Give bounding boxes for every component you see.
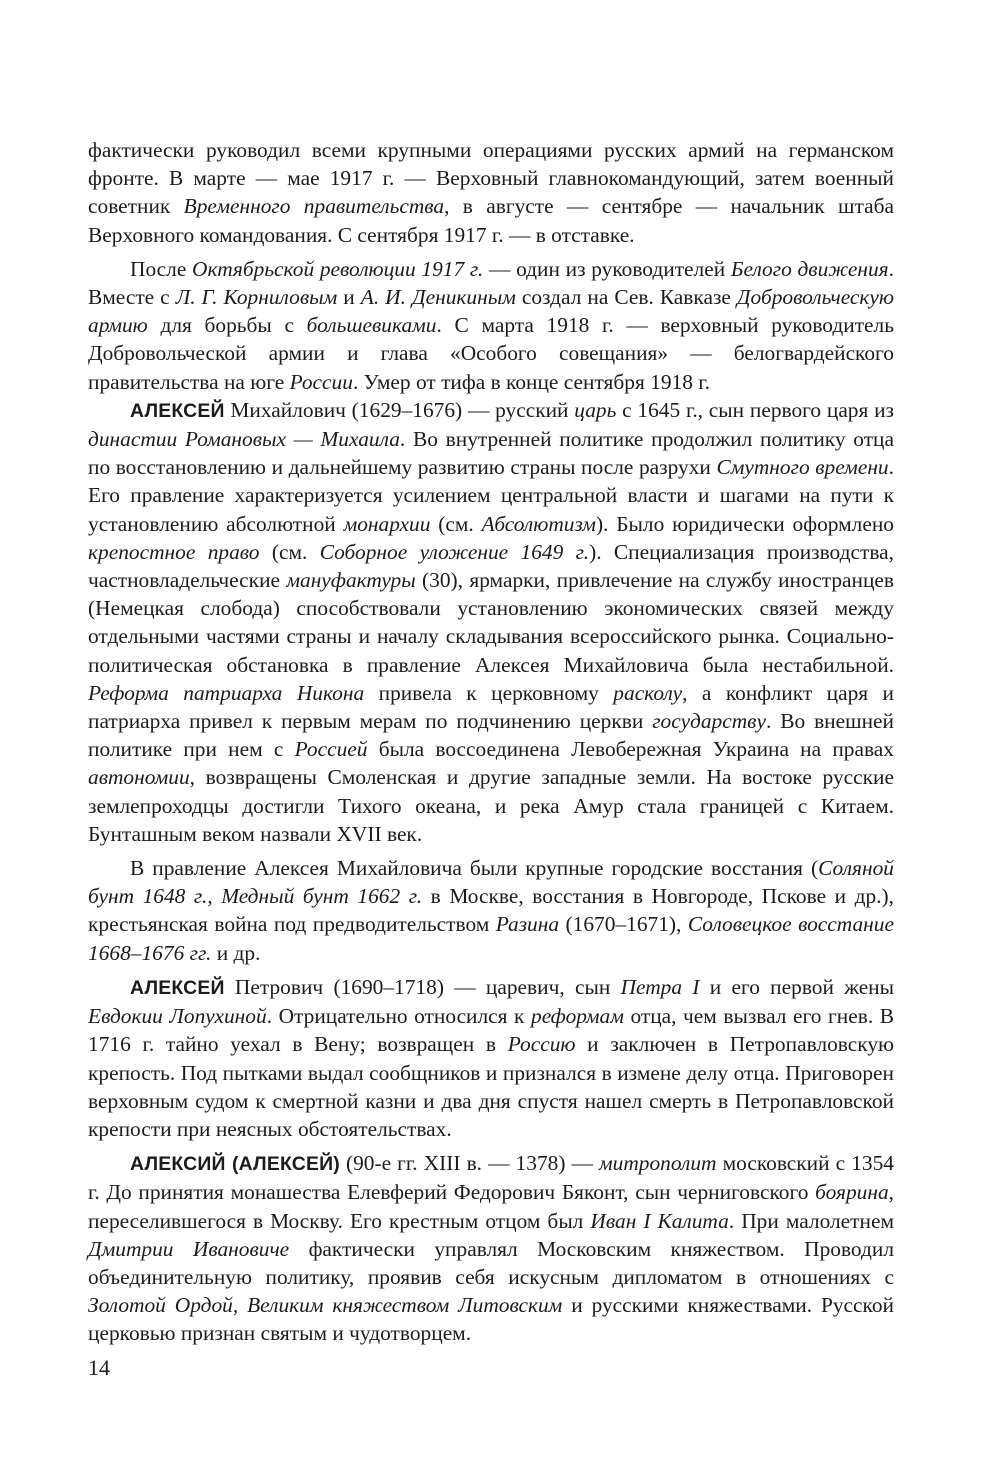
text-run: московский с 1354 г. До принятия монашества Елевферий Федорович Бяконт, сын черниговского	[88, 1151, 894, 1205]
text-run: . Отрицательно относился к	[266, 1004, 532, 1029]
italic-term: царь	[574, 397, 617, 422]
text-run: фактически управлял Московским княжеством. Проводил объединительную политику, проявив себя искусным дипломатом в отношениях с	[88, 1236, 895, 1289]
italic-term: Белого движения	[730, 256, 889, 281]
text-run: , а конфликт царя и патриарха привел к первым мерам по подчинению церкви	[88, 680, 894, 734]
italic-term: Дмитрии Ивановиче	[88, 1236, 290, 1261]
italic-term: Смутного времени	[716, 455, 889, 480]
text-run: и	[337, 285, 361, 310]
text-run: в Москве, восстания в Новгороде, Пскове и др.), крестьянская война под предводительством	[88, 884, 895, 937]
text-run: После	[130, 256, 193, 281]
italic-term: Соляной бунт 1648 г.	[88, 856, 894, 909]
entry-aleksey-mikhailovich	[88, 396, 894, 848]
text-run: фактически руководил всеми крупными операциями русских армий на германском фронте. В марте — мае 1917 г. — Верховный главнокомандующий, затем военный советник	[88, 138, 894, 219]
italic-term: Великим княжеством Литовским	[247, 1293, 563, 1318]
italic-term: династии Романовых — Михаила	[88, 427, 400, 452]
entry-headword: АЛЕКСЕЙ	[130, 399, 225, 422]
text-run: ,	[207, 884, 222, 909]
italic-term: реформам	[531, 1004, 624, 1029]
italic-term: монархии	[343, 511, 431, 536]
text-run: . Умер от тифа в конце сентября 1918 г.	[352, 369, 710, 394]
text-run: (см.	[430, 511, 482, 536]
entry-aleksiy-metropolitan	[88, 1149, 894, 1347]
italic-term: Золотой Ордой	[88, 1293, 233, 1318]
text-run: , в августе — сентябре — начальник штаба Верховного командования. С сентября 1917 г. — в отставке.	[88, 194, 894, 247]
italic-term: Разина	[495, 912, 560, 937]
page-number: 14	[88, 1355, 110, 1380]
text-run: и др.	[211, 940, 261, 965]
text-run: (1670–1671),	[559, 912, 688, 937]
text-run: В правление Алексея Михайловича были крупные городские восстания (	[130, 856, 819, 881]
text-run: . Вместе с	[88, 256, 894, 310]
italic-term: большевиками	[306, 313, 437, 338]
italic-term: Медный бунт 1662 г.	[221, 884, 423, 909]
text-run: для борьбы с	[147, 313, 307, 338]
italic-term: Соборное уложение 1649 г.	[319, 539, 590, 564]
italic-term: Россию	[507, 1032, 576, 1057]
text-run: . Во внутренней политике продолжил политику отца по восстановлению и дальнейшему развитию страны после разрухи	[88, 427, 894, 480]
italic-term: Петра I	[620, 974, 700, 999]
italic-term: автономии	[88, 765, 190, 790]
italic-term: государству	[652, 709, 766, 734]
italic-term: Л. Г. Корниловым	[175, 285, 338, 310]
text-run: (90-е гг. XIII в. — 1378) —	[339, 1151, 599, 1176]
text-run: . С марта 1918 г. — верховный руководитель Добровольческой армии и глава «Особого совещания» — белогвардейского правительства на юге	[88, 313, 894, 394]
text-run: . Во внешней политике при нем с	[88, 709, 894, 762]
paragraph-uprisings	[88, 854, 894, 967]
text-run: , переселившегося в Москву. Его крестным отцом был	[88, 1180, 894, 1233]
italic-term: Евдокии Лопухиной	[88, 1004, 267, 1029]
italic-term: Добровольческую армию	[88, 285, 894, 338]
text-run: Михайлович (1629–1676) — русский	[224, 397, 575, 422]
text-run: создал на Сев. Кавказе	[515, 285, 737, 310]
text-run: с 1645 г., сын первого царя из	[616, 397, 895, 422]
text-run: ). Было юридически оформлено	[595, 511, 894, 536]
text-run: . Его правление характеризуется усилением центральной власти и шагами на пути к установлению абсолютной	[88, 455, 894, 536]
text-run: отца, чем вызвал его гнев. В 1716 г. тайно уехал в Вену; возвращен в	[88, 1004, 894, 1057]
text-run: ,	[232, 1293, 248, 1318]
italic-term: Временного правительства	[183, 194, 445, 219]
paragraph-continuation	[88, 136, 894, 249]
text-run: и заключен в Петропавловскую крепость. Под пытками выдал сообщников и признался в измене делу отца. Приговорен верховным судом к смертной казни и два дня спустя нашел смерть в Петропавловской крепости при неясных обстоятельствах.	[88, 1032, 894, 1141]
text-run: Петрович (1690–1718) — царевич, сын	[224, 974, 621, 999]
italic-term: Иван I Калита	[590, 1208, 729, 1233]
text-run: . При малолетнем	[728, 1208, 894, 1233]
italic-term: митрополит	[598, 1151, 717, 1176]
page-text-body	[88, 136, 894, 1348]
entry-headword: АЛЕКСИЙ (АЛЕКСЕЙ)	[130, 1153, 340, 1176]
italic-term: расколу	[613, 680, 683, 705]
italic-term: Октябрьской революции 1917 г.	[192, 256, 484, 281]
text-run: привела к церковному	[364, 680, 614, 705]
italic-term: боярина	[815, 1180, 889, 1205]
text-run: — один из руководителей	[483, 256, 731, 281]
text-run: , возвращены Смоленская и другие западные земли. На востоке русские землепроходцы достигли Тихого океана, и река Амур стала границей с Китаем. Бунташным веком назвали XVII век.	[88, 765, 894, 846]
text-run: (30), ярмарки, привлечение на службу иностранцев (Немецкая слобода) способствовали установлению экономических связей между отдельными частями страны и началу складывания всероссийского рынка. Социально-политическая обстановка в правление Алексея Михайловича была нестабильной.	[88, 568, 894, 677]
entry-aleksey-petrovich	[88, 973, 894, 1143]
text-run: и русскими княжествами. Русской церковью признан святым и чудотворцем.	[88, 1293, 894, 1346]
text-run: и его первой жены	[699, 974, 895, 999]
text-run: была воссоединена Левобережная Украина на правах	[367, 737, 894, 762]
italic-term: России	[289, 369, 353, 394]
italic-term: Соловецкое восстание 1668–1676 гг.	[88, 912, 894, 965]
paragraph-white-movement	[88, 255, 894, 396]
italic-term: А. И. Деникиным	[360, 285, 516, 310]
italic-term: Россией	[294, 737, 368, 762]
italic-term: Реформа патриарха Никона	[88, 680, 365, 705]
entry-headword: АЛЕКСЕЙ	[130, 976, 225, 999]
italic-term: Абсолютизм	[481, 511, 596, 536]
italic-term: крепостное право	[88, 539, 260, 564]
text-run: (см.	[259, 539, 320, 564]
italic-term: мануфактуры	[286, 568, 416, 593]
text-run: ). Специализация производства, частновладельческие	[88, 539, 895, 593]
